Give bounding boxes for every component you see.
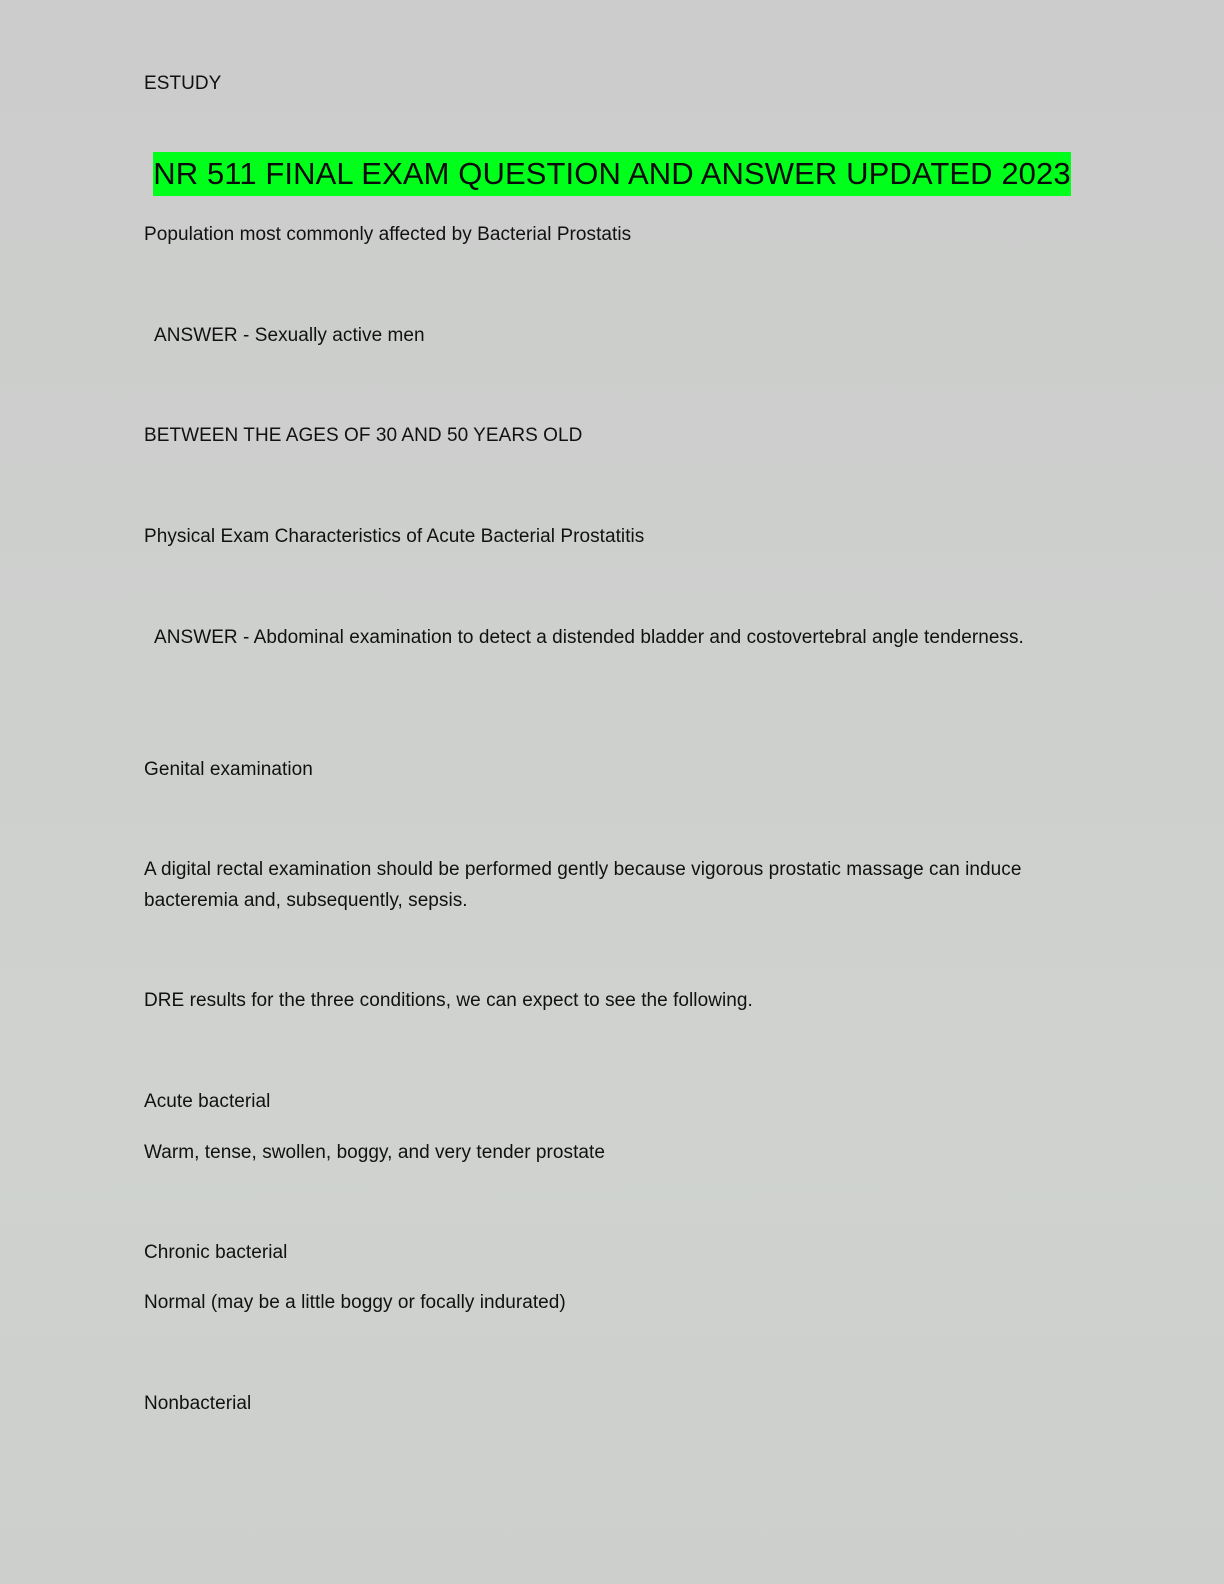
question-2: Physical Exam Characteristics of Acute Bacterial Prostatitis <box>144 526 645 547</box>
acute-bacterial-label: Acute bacterial <box>144 1091 271 1112</box>
answer-2: ANSWER - Abdominal examination to detect a distended bladder and costovertebral angle tenderness. <box>154 627 1024 648</box>
document-title: NR 511 FINAL EXAM QUESTION AND ANSWER UPDATED 2023 <box>153 152 1071 196</box>
acute-bacterial-description: Warm, tense, swollen, boggy, and very tender prostate <box>144 1142 605 1163</box>
chronic-bacterial-label: Chronic bacterial <box>144 1242 288 1263</box>
dre-note: A digital rectal examination should be performed gently because vigorous prostatic massage can induce bacteremia and, subsequently, sepsis. <box>144 859 1022 911</box>
genital-exam-label: Genital examination <box>144 759 313 780</box>
header-label: ESTUDY <box>144 73 222 94</box>
chronic-bacterial-description: Normal (may be a little boggy or focally indurated) <box>144 1292 566 1313</box>
dre-results: DRE results for the three conditions, we can expect to see the following. <box>144 990 753 1011</box>
answer-1-continued: BETWEEN THE AGES OF 30 AND 50 YEARS OLD <box>144 425 583 446</box>
nonbacterial-label: Nonbacterial <box>144 1393 252 1414</box>
question-1: Population most commonly affected by Bacterial Prostatis <box>144 224 632 245</box>
answer-1: ANSWER - Sexually active men <box>154 325 425 346</box>
